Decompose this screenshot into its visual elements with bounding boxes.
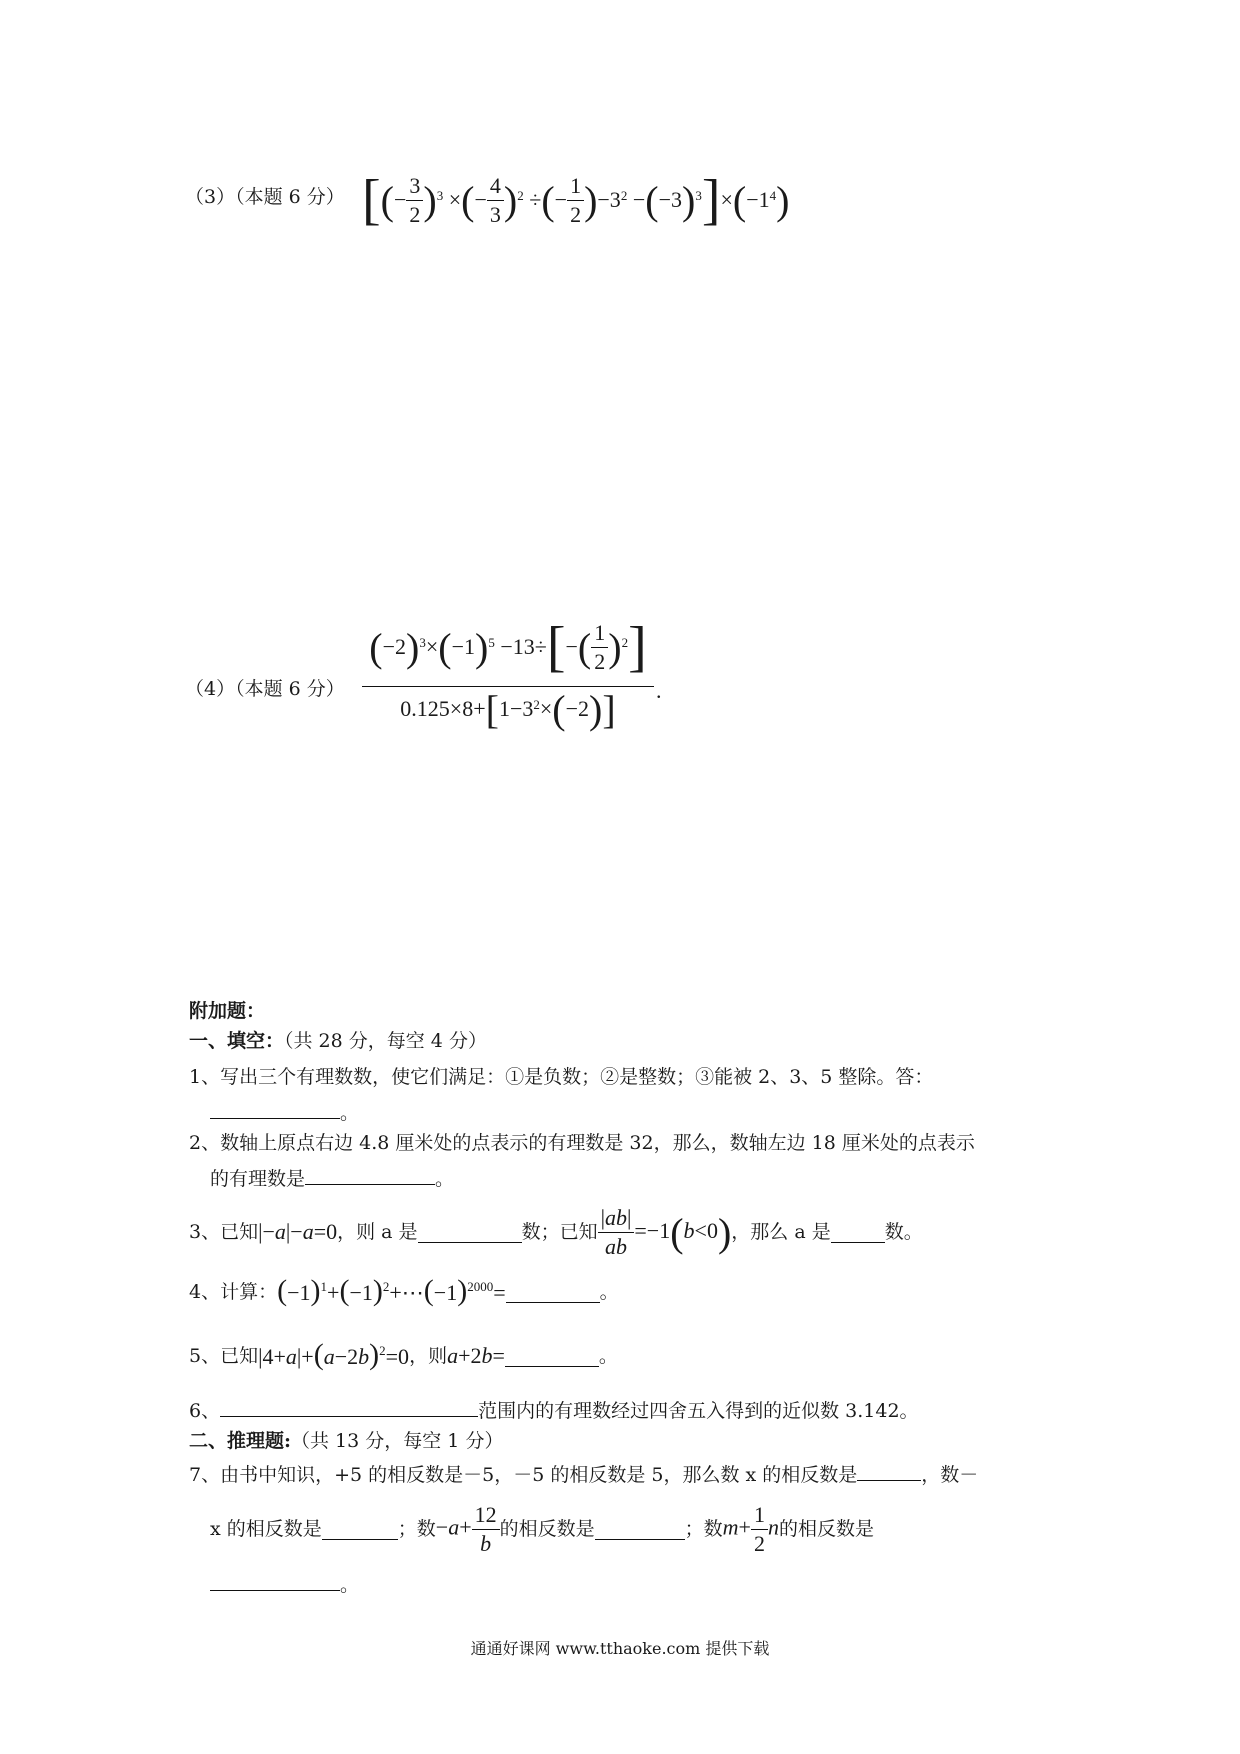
answer-blank[interactable] bbox=[210, 1098, 340, 1119]
problem3-expression: [ ( − $\frac{3}{2}$ ) $^3$ × ( − $\frac{4}{3}$ ) $^2$ ÷ ( − $\frac{1}{2}$ ) −3 $^2$ − ( −3 ) $^3$ ] × ( −1 $^4$ ) bbox=[362, 169, 790, 231]
problem4-label: （4）（本题 6 分） bbox=[185, 678, 345, 700]
problem4-period: . bbox=[656, 678, 662, 703]
question-7-line1: 7、由书中知识，+5 的相反数是－5，－5 的相反数是 5，那么数 x 的相反数是 ，数－ bbox=[189, 1460, 978, 1488]
answer-blank[interactable] bbox=[220, 1396, 478, 1417]
question-5: 5、已知 $|4+a|+(a-2b)^2=0$ ，则 a+2b= 。 bbox=[189, 1338, 618, 1371]
question-4: 4、计算： $(-1)^1+(-1)^2+\cdots(-1)^{2000}=$ 。 bbox=[189, 1274, 619, 1307]
answer-blank[interactable] bbox=[505, 1346, 599, 1367]
answer-blank[interactable] bbox=[857, 1460, 921, 1481]
answer-blank[interactable] bbox=[322, 1519, 398, 1540]
question-1-answer-line: 。 bbox=[210, 1098, 359, 1126]
answer-blank[interactable] bbox=[595, 1519, 685, 1540]
question-3: 3、已知 |−a|−a=0 ，则 a 是 数；已知 $\frac{|ab|}{ab}$ =−1(b<0) ，那么 a 是 数。 bbox=[189, 1204, 923, 1259]
question-2-line1: 2、数轴上原点右边 4.8 厘米处的点表示的有理数是 32，那么，数轴左边 18 厘米处的点表示 bbox=[189, 1132, 975, 1154]
question-2-line2: 的有理数是 。 bbox=[210, 1164, 454, 1192]
problem4-denominator: 0.125×8+ [ 1−3 $^2$ × ( −2 ) ] bbox=[400, 686, 616, 732]
problem4-fraction bbox=[362, 608, 654, 731]
answer-blank[interactable] bbox=[305, 1164, 435, 1185]
problem3-label: （3）（本题 6 分） bbox=[185, 186, 345, 208]
section2-heading: 二、推理题:（共 13 分，每空 1 分） bbox=[189, 1430, 504, 1452]
answer-blank[interactable] bbox=[418, 1222, 522, 1243]
question-6: 6、 范围内的有理数经过四舍五入得到的近似数 3.142。 bbox=[189, 1396, 919, 1424]
answer-blank[interactable] bbox=[506, 1282, 600, 1303]
answer-blank[interactable] bbox=[210, 1570, 340, 1591]
problem4-numerator: ( −2 ) $^3$ × ( −1 ) $^5$ −13÷ [ − ( $\frac{1}{2}$ ) $^2$ ] bbox=[369, 616, 647, 678]
extra-title: 附加题： bbox=[189, 1000, 266, 1022]
question-1: 1、写出三个有理数数，使它们满足：①是负数；②是整数；③能被 2、3、5 整除。答： bbox=[189, 1066, 934, 1088]
section1-heading: 一、填空：（共 28 分，每空 4 分） bbox=[189, 1030, 487, 1052]
question-7-line3: 。 bbox=[210, 1570, 359, 1598]
answer-blank[interactable] bbox=[831, 1222, 885, 1243]
question-7-line2: x 的相反数是 ；数 −a+ $\frac{12}{b}$ 的相反数是 ；数 m+ $\frac{1}{2}$ n 的相反数是 bbox=[210, 1501, 874, 1556]
footer-text: 通通好课网 www.tthaoke.com 提供下载 bbox=[470, 1639, 770, 1658]
